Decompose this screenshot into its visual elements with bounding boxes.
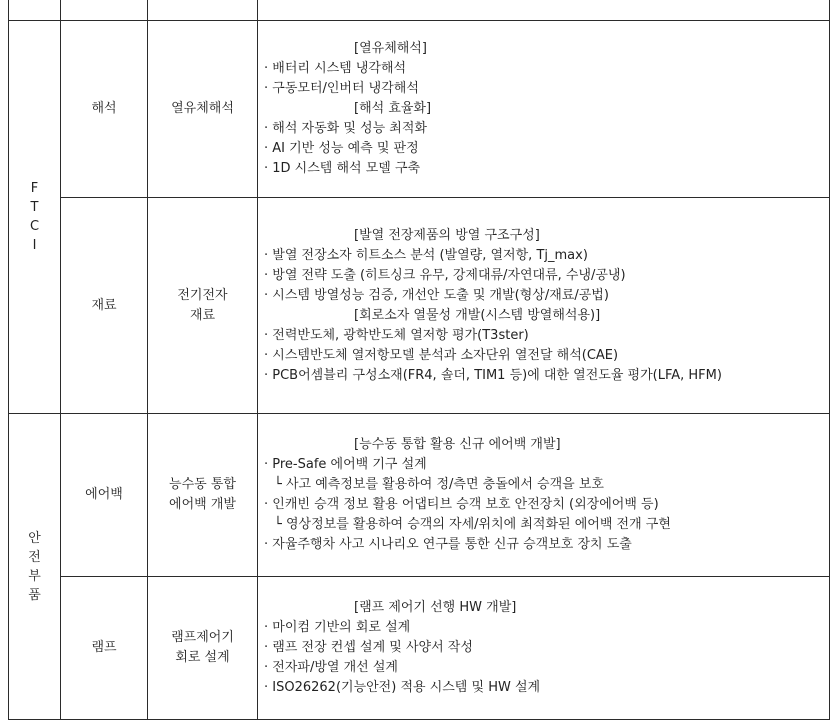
list-item: · 1D 시스템 해석 모델 구축 — [264, 161, 421, 176]
list-item: · 구동모터/인버터 냉각해석 — [264, 81, 419, 96]
group-letter: 전 — [28, 549, 41, 565]
group-cell-safety — [9, 414, 61, 720]
group-letter: C — [29, 219, 40, 234]
list-item: · 전자파/방열 개선 설계 — [264, 660, 398, 675]
table-row — [9, 577, 830, 720]
cell — [148, 0, 258, 21]
list-item: · ISO26262(기능안전) 적용 시스템 및 HW 설계 — [264, 680, 541, 695]
group-letter: F — [30, 181, 39, 196]
table-row — [9, 198, 830, 414]
group-letter: 부 — [28, 568, 41, 584]
content-cell — [258, 577, 830, 720]
section-heading: [열유체해석] — [354, 41, 427, 56]
list-item: · 시스템 방열성능 검증, 개선안 도출 및 개발(형상/재료/공법) — [264, 287, 609, 303]
content-cell — [258, 21, 830, 198]
item-cell — [148, 414, 258, 577]
section-heading: [능수동 통합 활용 신규 에어백 개발] — [354, 437, 561, 452]
field-cell: 재료 — [61, 198, 148, 414]
item-line: 램프제어기 — [171, 630, 234, 645]
list-item: · 인캐빈 승객 정보 활용 어댑티브 승객 보호 안전장치 (외장에어백 등) — [264, 497, 659, 512]
list-item: · 자율주행차 사고 시나리오 연구를 통한 신규 승객보호 장치 도출 — [264, 537, 632, 552]
group-letter: I — [32, 238, 37, 253]
table-row — [9, 21, 830, 198]
list-item: · 램프 전장 컨셉 설계 및 사양서 작성 — [264, 640, 473, 655]
sub-item: └ 사고 예측정보를 활용하여 정/측면 충돌에서 승객을 보호 — [274, 477, 604, 492]
field-cell: 램프 — [61, 577, 148, 720]
content-cell — [258, 414, 830, 577]
content-cell — [258, 198, 830, 414]
field-cell: 에어백 — [61, 414, 148, 577]
list-item: · 전력반도체, 광학반도체 열저항 평가(T3ster) — [264, 327, 529, 343]
list-item: · Pre-Safe 에어백 기구 설계 — [264, 457, 427, 472]
list-item: · AI 기반 성능 예측 및 판정 — [264, 141, 419, 156]
group-letter: 품 — [28, 587, 41, 603]
item-line: 재료 — [189, 307, 216, 323]
list-item: · 방열 전략 도출 (히트싱크 유무, 강제대류/자연대류, 수냉/공냉) — [264, 267, 626, 283]
cell — [61, 0, 148, 21]
sub-item: └ 영상정보를 활용하여 승객의 자세/위치에 최적화된 에어백 전개 구현 — [274, 517, 671, 532]
table-top-row — [9, 0, 830, 21]
section-heading: [발열 전장제품의 방열 구조구성] — [354, 227, 540, 243]
item-cell — [148, 577, 258, 720]
list-item: · 시스템반도체 열저항모델 분석과 소자단위 열전달 해석(CAE) — [264, 347, 619, 363]
table-row — [9, 414, 830, 577]
cell — [258, 0, 830, 21]
section-heading: [회로소자 열물성 개발(시스템 방열해석용)] — [354, 307, 601, 323]
section-heading: [해석 효율화] — [354, 101, 432, 116]
list-item: · 발열 전장소자 히트소스 분석 (발열량, 열저항, Tj_max) — [264, 247, 588, 263]
list-item: · 배터리 시스템 냉각해석 — [264, 61, 407, 76]
group-letter: 안 — [28, 530, 41, 546]
item-line: 능수동 통합 — [169, 477, 236, 492]
item-line: 에어백 개발 — [169, 497, 236, 512]
section-heading: [램프 제어기 선행 HW 개발] — [354, 600, 517, 615]
item-cell — [148, 198, 258, 414]
cell — [9, 0, 61, 21]
item-line: 회로 설계 — [175, 650, 230, 665]
list-item: · 해석 자동화 및 성능 최적화 — [264, 121, 427, 136]
list-item: · 마이컴 기반의 회로 설계 — [264, 620, 411, 635]
tech-table — [8, 0, 830, 720]
list-item: · PCB어셈블리 구성소재(FR4, 솔더, TIM1 등)에 대한 열전도율 평가(LFA, HFM) — [264, 367, 722, 383]
item-cell: 열유체해석 — [148, 21, 258, 198]
group-cell-ftci — [9, 21, 61, 414]
field-cell: 해석 — [61, 21, 148, 198]
group-letter: T — [30, 200, 39, 215]
item-line: 전기전자 — [177, 287, 228, 303]
